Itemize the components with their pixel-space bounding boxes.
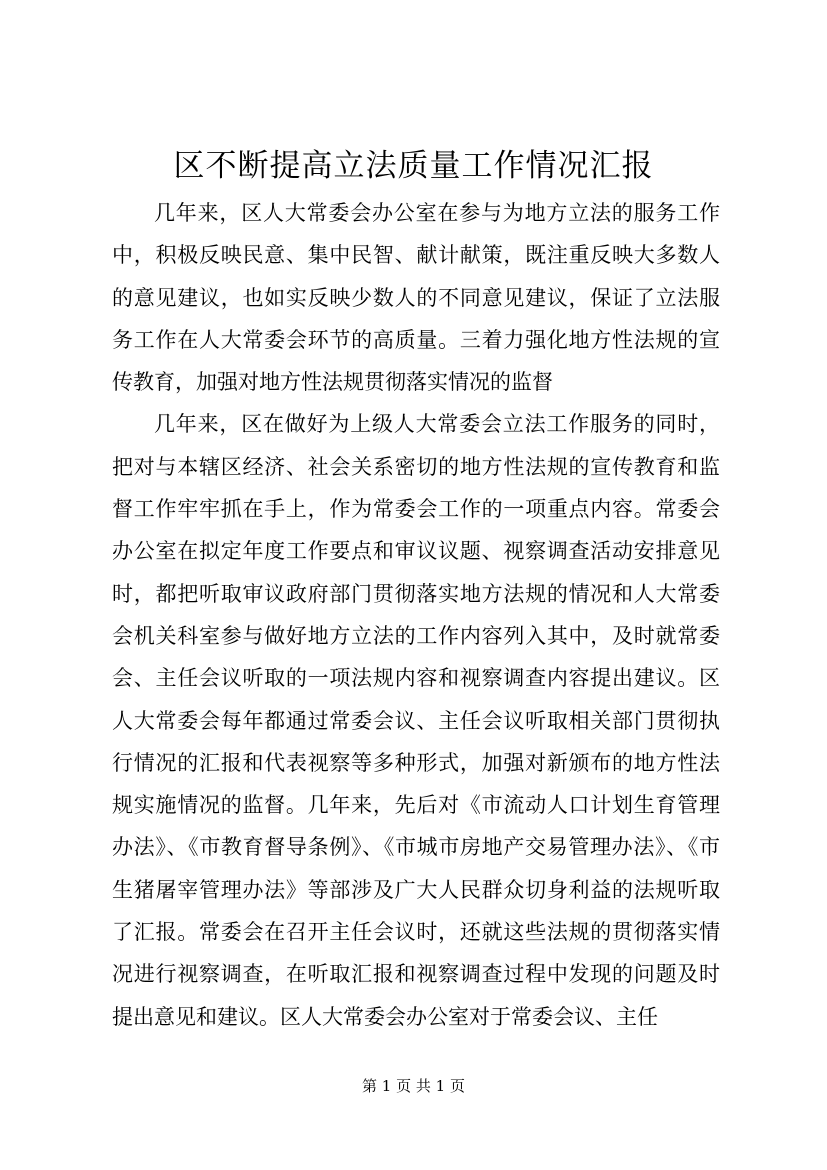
document-body (112, 192, 720, 1038)
document-title: 区不断提高立法质量工作情况汇报 (173, 148, 654, 184)
paragraph: 几年来，区在做好为上级人大常委会立法工作服务的同时，把对与本辖区经济、社会关系密切的地方性法规的宣传教育和监督工作牢牢抓在手上，作为常委会工作的一项重点内容。常委会办公室在拟定年度工作要点和审议议题、视察调查活动安排意见时，都把听取审议政府部门贯彻落实地方法规的情况和人大常委会机关科室参与做好地方立法的工作内容列入其中，及时就常委会、主任会议听取的一项法规内容和视察调查内容提出建议。区人大常委会每年都通过常委会议、主任会议听取相关部门贯彻执行情况的汇报和代表视察等多种形式，加强对新颁布的地方性法规实施情况的监督。几年来，先后对《市流动人口计划生育管理办法》、《市教育督导条例》、《市城市房地产交易管理办法》、《市生猪屠宰管理办法》等部涉及广大人民群众切身利益的法规听取了汇报。常委会在召开主任会议时，还就这些法规的贯彻落实情况进行视察调查，在听取汇报和视察调查过程中发现的问题及时提出意见和建议。区人大常委会办公室对于常委会议、主任 (112, 412, 720, 1029)
paragraph: 几年来，区人大常委会办公室在参与为地方立法的服务工作中，积极反映民意、集中民智、献计献策，既注重反映大多数人的意见建议，也如实反映少数人的不同意见建议，保证了立法服务工作在人大常委会环节的高质量。三着力强化地方性法规的宣传教育，加强对地方性法规贯彻落实情况的监督 (112, 201, 720, 395)
page-number-footer: 第 1 页 共 1 页 (362, 1077, 465, 1095)
